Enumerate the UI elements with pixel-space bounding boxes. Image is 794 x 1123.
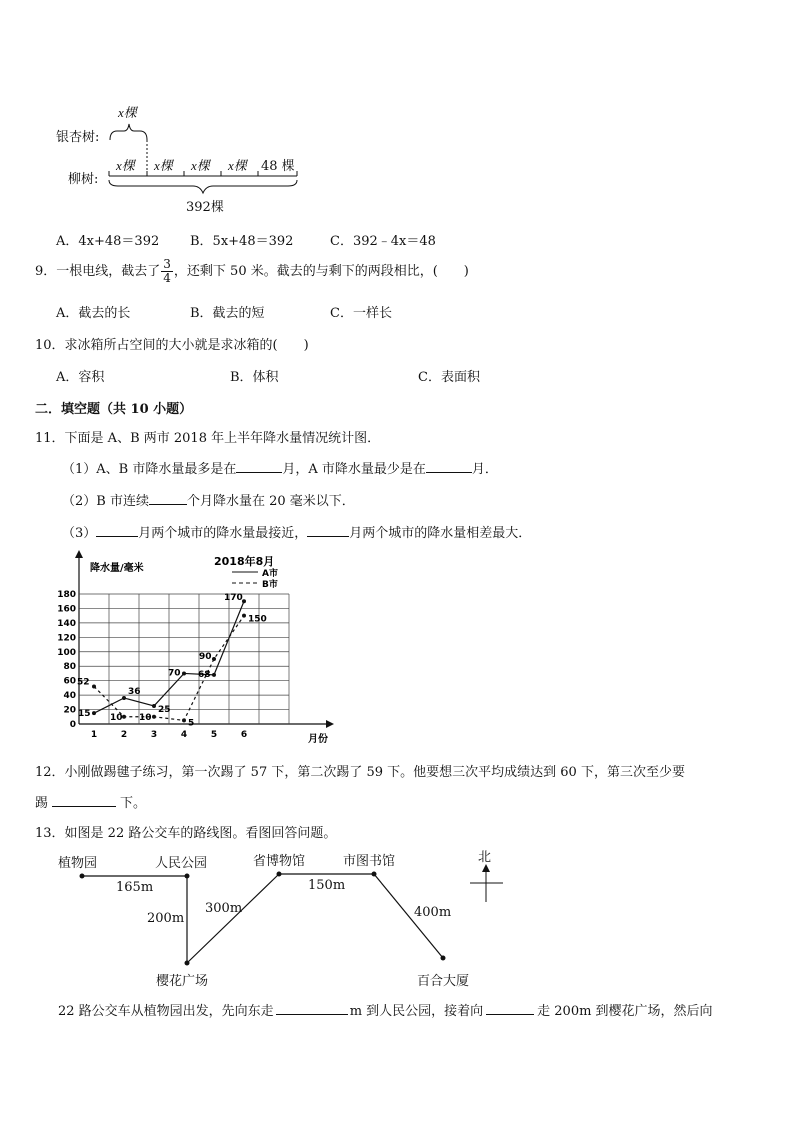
fraction-denominator: 4 <box>163 271 171 285</box>
north-arrow-icon <box>482 864 490 872</box>
data-label: 52 <box>77 677 90 688</box>
q8-option-b: B．5x+48＝392 <box>190 234 294 249</box>
stop-label: 人民公园 <box>155 856 208 871</box>
total-label: 392棵 <box>186 200 224 215</box>
y-tick-label: 100 <box>57 647 76 658</box>
y-tick-label: 80 <box>63 662 76 673</box>
q10-option-c: C．表面积 <box>418 370 480 385</box>
data-label: 170 <box>224 593 243 604</box>
q10-stem: 10．求冰箱所占空间的大小就是求冰箱的( ) <box>35 338 309 353</box>
q10-option-a: A．容积 <box>56 370 105 385</box>
q9-option-a: A．截去的长 <box>56 306 131 321</box>
y-tick-label: 180 <box>57 590 76 600</box>
chart-ylabel: 降水量/毫米 <box>90 563 144 574</box>
willow-segment: x棵 <box>191 158 210 173</box>
q11-part3-text: 月两个城市的降水量相差最大． <box>349 526 532 541</box>
chart-xlabel: 月份 <box>308 734 328 745</box>
q13-text: 22 路公交车从植物园出发，先向东走 <box>58 1004 274 1019</box>
q11-part1-text: 月． <box>471 462 498 477</box>
y-tick-label: 40 <box>63 691 76 702</box>
distance-label: 150m <box>308 878 346 893</box>
x-tick-label: 3 <box>150 730 158 740</box>
legend-a-label: A市 <box>262 569 278 579</box>
data-label: 36 <box>128 687 141 697</box>
stop-label: 市图书馆 <box>343 854 396 869</box>
q11-part3-text: （3） <box>62 526 97 541</box>
data-label: 10 <box>139 712 152 723</box>
data-label: 90 <box>199 652 212 662</box>
x-tick-label: 4 <box>180 730 188 740</box>
q9-option-c: C．一样长 <box>330 306 392 321</box>
q13-text: m 到人民公园，接着向 <box>349 1004 484 1019</box>
y-tick-label: 120 <box>57 633 76 644</box>
q13-sentence <box>58 1000 713 1019</box>
data-label: 70 <box>168 668 181 679</box>
distance-label: 300m <box>205 901 243 916</box>
stop-label: 百合大厦 <box>417 974 470 989</box>
stop-label: 植物园 <box>58 856 98 871</box>
y-tick-label: 140 <box>57 618 76 629</box>
fraction-numerator: 3 <box>163 257 171 271</box>
q11-stem: 11．下面是 A、B 两市 2018 年上半年降水量情况统计图． <box>35 431 381 446</box>
data-label: 10 <box>110 712 123 723</box>
q11-part2-text: 个月降水量在 20 毫米以下． <box>186 494 355 509</box>
q12-text: 下。 <box>120 796 147 811</box>
y-tick-label: 160 <box>57 604 76 615</box>
data-label: 150 <box>248 614 267 625</box>
y-tick-label: 60 <box>63 676 76 687</box>
section-title: 二．填空题（共 10 小题） <box>35 402 193 417</box>
ginkgo-label: 银杏树: <box>56 130 100 145</box>
q8-option-a: A．4x+48＝392 <box>56 234 160 249</box>
data-label: 25 <box>158 704 171 715</box>
legend-b-label: B市 <box>262 580 278 590</box>
q8-option-c: C．392﹣4x＝48 <box>330 234 436 249</box>
q10-option-b: B．体积 <box>230 370 279 385</box>
willow-segment: x棵 <box>228 158 247 173</box>
q11-part3-text: 月两个城市的降水量最接近， <box>138 526 308 541</box>
x-tick-label: 5 <box>210 730 218 740</box>
data-label: 68 <box>198 669 211 680</box>
stop-label: 樱花广场 <box>156 974 209 989</box>
chart-title: 2018年8月 <box>214 555 275 568</box>
willow-label: 柳树: <box>68 172 99 187</box>
q12-line1: 12．小刚做踢毽子练习，第一次踢了 57 下，第二次踢了 59 下。他要想三次平均成绩达到 60 下，第三次至少要 <box>35 765 685 780</box>
distance-label: 165m <box>116 880 154 895</box>
q13-text: 走 200m 到樱花广场，然后向 <box>537 1004 713 1019</box>
willow-segment: x棵 <box>154 158 173 173</box>
data-label: 15 <box>78 709 91 720</box>
y-tick-label: 20 <box>63 705 76 716</box>
data-label: 5 <box>188 718 195 729</box>
q12-text: 踢 <box>35 796 49 811</box>
ginkgo-count: x棵 <box>118 105 137 120</box>
willow-segment: 48 棵 <box>261 159 295 174</box>
q11-part1-text: 月，A 市降水量最少是在 <box>282 462 426 477</box>
compass-north-label: 北 <box>478 850 492 865</box>
answer-blank[interactable] <box>276 1002 348 1015</box>
x-tick-label: 6 <box>240 730 248 740</box>
answer-blank[interactable] <box>486 1002 534 1015</box>
distance-label: 200m <box>147 911 185 926</box>
q11-part1-text: （1）A、B 市降水量最多是在 <box>62 462 237 477</box>
q9-prefix: 9．一根电线，截去了 <box>35 264 161 279</box>
stop-label: 省博物馆 <box>253 854 306 869</box>
q9-suffix: ，还剩下 50 米。截去的与剩下的两段相比，( ) <box>173 264 469 279</box>
q9-option-b: B．截去的短 <box>190 306 265 321</box>
distance-label: 400m <box>414 905 452 920</box>
willow-segment: x棵 <box>116 158 135 173</box>
y-tick-label: 0 <box>69 720 76 730</box>
x-tick-label: 1 <box>90 730 98 740</box>
q11-part2-text: （2）B 市连续 <box>62 494 149 509</box>
q13-stem: 13．如图是 22 路公交车的路线图。看图回答问题。 <box>35 826 337 841</box>
x-tick-label: 2 <box>120 730 128 740</box>
